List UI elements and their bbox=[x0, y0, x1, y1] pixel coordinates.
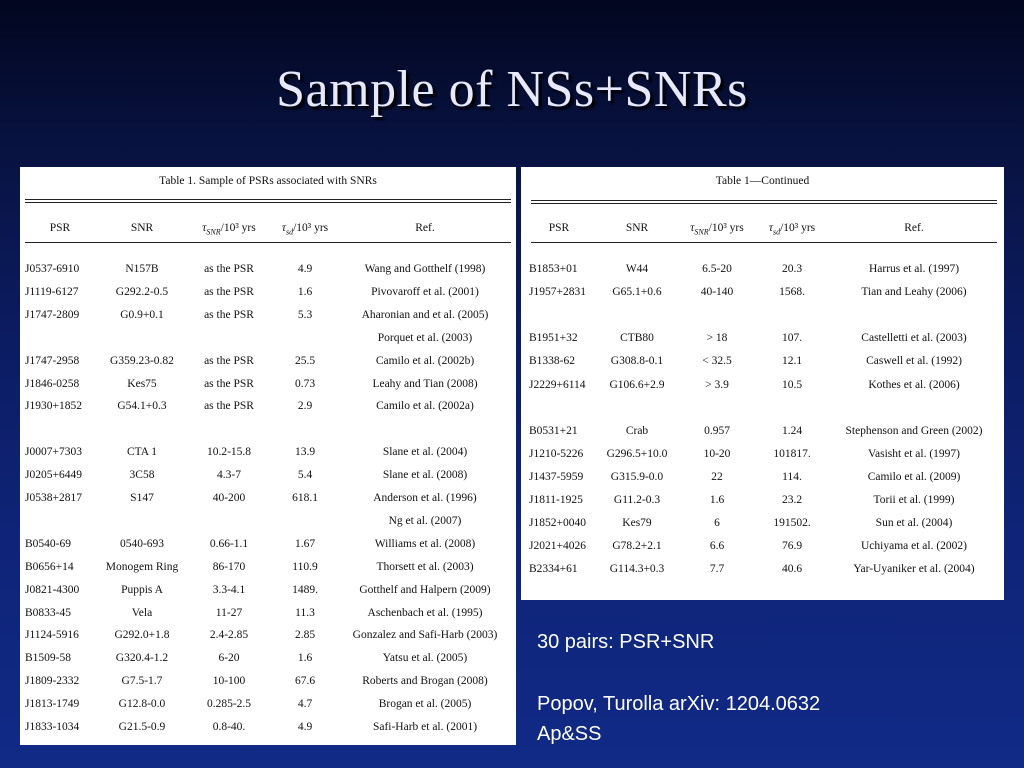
psr-cell: J1210-5226 bbox=[529, 447, 584, 460]
snr-cell: G21.5-0.9 bbox=[118, 721, 166, 733]
tau-sd-cell: 1.67 bbox=[294, 537, 316, 550]
ref-cell: Camilo et al. (2002b) bbox=[375, 354, 475, 367]
ref-cell: Aharonian and et al. (2005) bbox=[361, 308, 489, 321]
psr-cell: B0531+21 bbox=[529, 424, 578, 437]
psr-cell: J1747-2958 bbox=[25, 354, 80, 367]
table-right-caption: Table 1—Continued bbox=[715, 175, 810, 187]
snr-cell: Kes79 bbox=[622, 517, 652, 530]
column-header: SNR bbox=[625, 222, 649, 234]
column-header: $\tau_{sd}/10^3$ yrs bbox=[281, 222, 329, 237]
psr-cell: B1951+32 bbox=[529, 332, 578, 345]
ref-cell: Safi-Harb et al. (2001) bbox=[372, 721, 478, 733]
table-left-caption: Table 1. Sample of PSRs associated with SNRs bbox=[159, 175, 377, 187]
ref-cell: Yatsu et al. (2005) bbox=[382, 652, 468, 665]
ref-cell: Thorsett et al. (2003) bbox=[376, 560, 474, 573]
ref-cell: Yar-Uyaniker et al. (2004) bbox=[853, 563, 975, 576]
tau-snr-cell: 0.8-40. bbox=[212, 721, 246, 733]
tau-snr-cell: 3.3-4.1 bbox=[212, 583, 246, 596]
tau-snr-cell: 11-27 bbox=[215, 606, 243, 619]
snr-cell: G106.6+2.9 bbox=[609, 378, 665, 391]
tau-snr-cell: < 32.5 bbox=[702, 355, 732, 368]
ref-cell: Tian and Leahy (2006) bbox=[861, 286, 967, 299]
tau-sd-cell: 67.6 bbox=[294, 675, 316, 688]
ref-cell: Castelletti et al. (2003) bbox=[861, 332, 967, 345]
tau-sd-cell: 13.9 bbox=[294, 446, 316, 459]
snr-cell: Vela bbox=[131, 606, 153, 619]
ref-cell: Kothes et al. (2006) bbox=[868, 378, 960, 391]
tau-sd-cell: 20.3 bbox=[781, 263, 803, 275]
ref-cell: Aschenbach et al. (1995) bbox=[367, 606, 483, 619]
psr-cell: J1930+1852 bbox=[25, 400, 82, 413]
tau-sd-cell: 2.85 bbox=[294, 629, 316, 642]
ref-cell: Ng et al. (2007) bbox=[388, 514, 462, 527]
psr-cell: J0821-4300 bbox=[25, 583, 80, 596]
rule bbox=[25, 202, 511, 203]
tau-sd-cell: 11.3 bbox=[295, 606, 315, 619]
snr-cell: G65.1+0.6 bbox=[612, 286, 662, 299]
tau-snr-cell: 6-20 bbox=[218, 652, 240, 665]
tau-sd-cell: 12.1 bbox=[781, 355, 803, 368]
ref-cell: Gotthelf and Halpern (2009) bbox=[359, 583, 491, 596]
psr-cell: B2334+61 bbox=[529, 563, 578, 576]
tau-sd-cell: 1.6 bbox=[297, 652, 313, 665]
psr-cell: J2021+4026 bbox=[529, 540, 586, 553]
tau-snr-cell: as the PSR bbox=[204, 400, 254, 413]
rule bbox=[531, 200, 997, 201]
journal-note: Ap&SS bbox=[537, 723, 602, 745]
tau-sd-cell: 1.6 bbox=[297, 285, 313, 298]
psr-cell: J1119-6127 bbox=[25, 285, 79, 298]
ref-cell: Vasisht et al. (1997) bbox=[868, 447, 960, 460]
ref-cell: Pivovaroff et al. (2001) bbox=[371, 285, 479, 298]
snr-cell: Monogem Ring bbox=[105, 560, 179, 573]
snr-cell: 3C58 bbox=[129, 469, 155, 482]
snr-cell: G7.5-1.7 bbox=[121, 675, 163, 688]
snr-cell: S147 bbox=[130, 492, 154, 504]
pairs-note: 30 pairs: PSR+SNR bbox=[537, 631, 715, 653]
tau-snr-cell: 4.3-7 bbox=[217, 469, 241, 482]
tau-snr-cell: 40-200 bbox=[212, 492, 246, 504]
snr-cell: G296.5+10.0 bbox=[606, 447, 668, 460]
snr-cell: W44 bbox=[625, 263, 649, 275]
snr-cell: Puppis A bbox=[121, 583, 163, 596]
ref-cell: Roberts and Brogan (2008) bbox=[362, 675, 488, 688]
snr-cell: CTB80 bbox=[620, 332, 654, 345]
tau-sd-cell: 4.9 bbox=[297, 263, 313, 275]
psr-cell: J1747-2809 bbox=[25, 308, 80, 321]
snr-cell: G54.1+0.3 bbox=[117, 400, 167, 413]
rule bbox=[531, 242, 997, 243]
tau-sd-cell: 1568. bbox=[779, 286, 805, 299]
snr-cell: G292.2-0.5 bbox=[115, 285, 169, 298]
column-header: PSR bbox=[49, 222, 71, 234]
tau-snr-cell: 40-140 bbox=[700, 286, 734, 299]
snr-cell: G315.9-0.0 bbox=[610, 470, 664, 483]
column-header: SNR bbox=[130, 222, 154, 234]
snr-cell: 0540-693 bbox=[119, 537, 165, 550]
psr-cell: J2229+6114 bbox=[529, 378, 586, 391]
psr-cell: J1833-1034 bbox=[25, 721, 80, 733]
ref-cell: Porquet et al. (2003) bbox=[377, 331, 473, 344]
tau-snr-cell: > 18 bbox=[706, 332, 728, 345]
psr-cell: J0537-6910 bbox=[25, 263, 80, 275]
ref-cell: Caswell et al. (1992) bbox=[866, 355, 962, 368]
psr-cell: B1853+01 bbox=[529, 263, 578, 275]
tau-snr-cell: 6.5-20 bbox=[702, 263, 732, 275]
tau-snr-cell: 6.6 bbox=[709, 540, 725, 553]
ref-cell: Harrus et al. (1997) bbox=[868, 263, 960, 275]
ref-cell: Camilo et al. (2002a) bbox=[376, 400, 474, 413]
tau-sd-cell: 76.9 bbox=[781, 540, 803, 553]
tau-snr-cell: 0.66-1.1 bbox=[209, 537, 249, 550]
ref-cell: Leahy and Tian (2008) bbox=[372, 377, 478, 390]
tau-snr-cell: 10-20 bbox=[703, 447, 731, 460]
tau-sd-cell: 5.4 bbox=[297, 469, 313, 482]
snr-cell: G11.2-0.3 bbox=[613, 494, 661, 506]
tau-sd-cell: 107. bbox=[781, 332, 803, 345]
psr-cell: J0205+6449 bbox=[25, 469, 82, 482]
tau-snr-cell: 0.957 bbox=[704, 424, 730, 437]
psr-cell: B1338-62 bbox=[529, 355, 575, 368]
rule bbox=[25, 242, 511, 243]
ref-cell: Camilo et al. (2009) bbox=[867, 470, 961, 483]
tau-snr-cell: as the PSR bbox=[204, 263, 254, 275]
table-right bbox=[521, 167, 1004, 600]
psr-cell: J1852+0040 bbox=[529, 517, 586, 530]
psr-cell: B0656+14 bbox=[25, 560, 74, 573]
tau-snr-cell: as the PSR bbox=[204, 285, 254, 298]
tau-snr-cell: as the PSR bbox=[204, 354, 254, 367]
psr-cell: J1957+2831 bbox=[529, 286, 586, 299]
snr-cell: G12.8-0.0 bbox=[118, 698, 166, 711]
tau-sd-cell: 0.73 bbox=[294, 377, 316, 390]
tau-sd-cell: 25.5 bbox=[294, 354, 316, 367]
tau-snr-cell: 1.6 bbox=[709, 494, 725, 506]
ref-cell: Anderson et al. (1996) bbox=[373, 492, 477, 504]
rule bbox=[25, 199, 511, 200]
snr-cell: CTA 1 bbox=[126, 446, 158, 459]
tau-snr-cell: 6 bbox=[714, 517, 720, 530]
ref-cell: Uchiyama et al. (2002) bbox=[860, 540, 967, 553]
psr-cell: J1813-1749 bbox=[25, 698, 80, 711]
ref-cell: Stephenson and Green (2002) bbox=[845, 424, 983, 437]
tau-sd-cell: 5.3 bbox=[297, 308, 313, 321]
rule bbox=[531, 203, 997, 204]
tau-snr-cell: as the PSR bbox=[204, 377, 254, 390]
snr-cell: G292.0+1.8 bbox=[114, 629, 170, 642]
tau-sd-cell: 1489. bbox=[292, 583, 318, 596]
ref-cell: Sun et al. (2004) bbox=[875, 517, 953, 530]
ref-cell: Slane et al. (2008) bbox=[382, 469, 468, 482]
snr-cell: G320.4-1.2 bbox=[115, 652, 169, 665]
slide-title: Sample of NSs+SNRs bbox=[276, 61, 748, 118]
ref-cell: Torii et al. (1999) bbox=[873, 494, 955, 506]
column-header: $\tau_{sd}/10^3$ yrs bbox=[768, 222, 816, 237]
psr-cell: B0833-45 bbox=[25, 606, 71, 619]
tau-snr-cell: as the PSR bbox=[204, 308, 254, 321]
tau-sd-cell: 23.2 bbox=[781, 494, 803, 506]
tau-sd-cell: 1.24 bbox=[781, 424, 803, 437]
snr-cell: G308.8-0.1 bbox=[610, 355, 664, 368]
snr-cell: G78.2+2.1 bbox=[612, 540, 662, 553]
tau-sd-cell: 10.5 bbox=[781, 378, 803, 391]
tau-sd-cell: 110.9 bbox=[292, 560, 318, 573]
snr-cell: G114.3+0.3 bbox=[609, 563, 665, 576]
ref-cell: Wang and Gotthelf (1998) bbox=[364, 263, 486, 275]
column-header: PSR bbox=[548, 222, 570, 234]
tau-sd-cell: 4.9 bbox=[297, 721, 313, 733]
tau-sd-cell: 40.6 bbox=[781, 563, 803, 576]
column-header: $\tau_{SNR}/10^3$ yrs bbox=[202, 222, 256, 237]
psr-cell: B0540-69 bbox=[25, 537, 71, 550]
snr-cell: G0.9+0.1 bbox=[120, 308, 164, 321]
psr-cell: J1811-1925 bbox=[529, 494, 583, 506]
psr-cell: J0538+2817 bbox=[25, 492, 82, 504]
snr-cell: G359.23-0.82 bbox=[110, 354, 174, 367]
psr-cell: J1437-5959 bbox=[529, 470, 584, 483]
ref-cell: Brogan et al. (2005) bbox=[378, 698, 472, 711]
tau-sd-cell: 191502. bbox=[773, 517, 811, 530]
psr-cell: J1846-0258 bbox=[25, 377, 80, 390]
ref-cell: Williams et al. (2008) bbox=[374, 537, 476, 550]
ref-cell: Slane et al. (2004) bbox=[382, 446, 468, 459]
table-left bbox=[20, 167, 516, 745]
snr-cell: N157B bbox=[125, 263, 159, 275]
tau-sd-cell: 2.9 bbox=[297, 400, 313, 413]
tau-snr-cell: 7.7 bbox=[709, 563, 725, 576]
tau-snr-cell: 10.2-15.8 bbox=[206, 446, 252, 459]
tau-sd-cell: 114. bbox=[782, 470, 802, 483]
ref-cell: Gonzalez and Safi-Harb (2003) bbox=[352, 629, 498, 642]
column-header: $\tau_{SNR}/10^3$ yrs bbox=[690, 222, 744, 237]
tau-snr-cell: 86-170 bbox=[212, 560, 246, 573]
psr-cell: J1809-2332 bbox=[25, 675, 80, 688]
tau-sd-cell: 101817. bbox=[773, 447, 811, 460]
psr-cell: B1509-58 bbox=[25, 652, 71, 665]
column-header: Ref. bbox=[415, 222, 435, 234]
snr-cell: Kes75 bbox=[127, 377, 157, 390]
tau-snr-cell: 0.285-2.5 bbox=[206, 698, 252, 711]
reference-note: Popov, Turolla arXiv: 1204.0632 bbox=[537, 693, 821, 715]
tau-sd-cell: 618.1 bbox=[292, 492, 318, 504]
column-header: Ref. bbox=[904, 222, 924, 234]
tau-snr-cell: 10-100 bbox=[212, 675, 246, 688]
psr-cell: J1124-5916 bbox=[25, 629, 79, 642]
tau-snr-cell: 22 bbox=[711, 470, 723, 483]
tau-snr-cell: > 3.9 bbox=[705, 378, 729, 391]
psr-cell: J0007+7303 bbox=[25, 446, 82, 459]
tau-snr-cell: 2.4-2.85 bbox=[209, 629, 249, 642]
snr-cell: Crab bbox=[625, 424, 649, 437]
tau-sd-cell: 4.7 bbox=[297, 698, 313, 711]
